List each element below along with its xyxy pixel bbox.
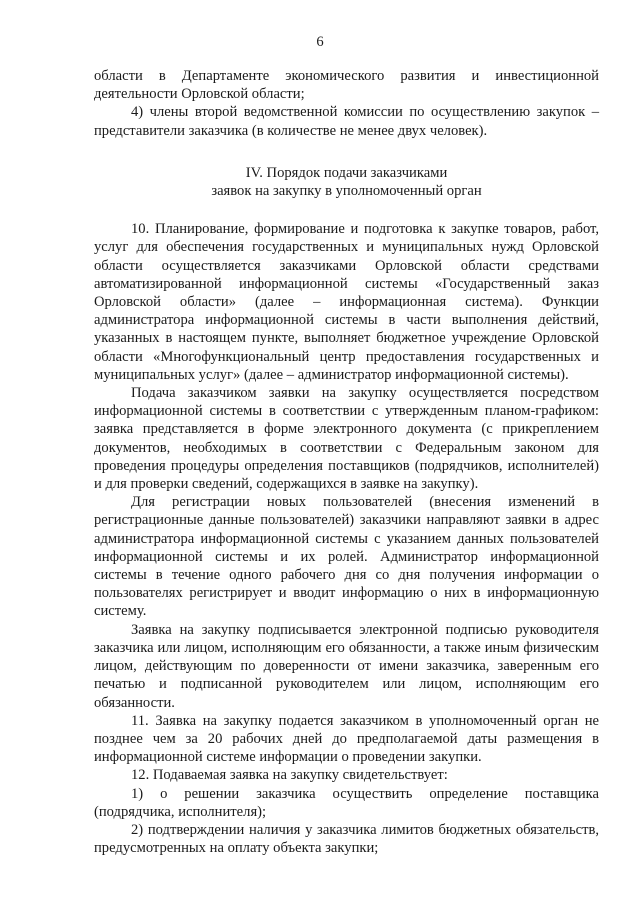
paragraph-clause-12: 12. Подаваемая заявка на закупку свидетельствует:	[131, 767, 448, 784]
paragraph-signature: Заявка на закупку подписывается электронной подписью руководителя заказчика или лицом, исполняющим его обязанности, а также иным физическим лицом, действующим по доверенности от имени заказчика, заверенным его печатью и подписанной руководителем или лицом, исполняющим его обязанности.	[94, 621, 599, 711]
paragraph-clause-11: 11. Заявка на закупку подается заказчиком в уполномоченный орган не позднее чем за 20 рабочих дней до предполагаемой даты размещения в информационной системе информации о проведении закупки.	[94, 712, 599, 766]
paragraph-submission: Подача заказчиком заявки на закупку осуществляется посредством информационной системы в соответствии с утвержденным планом-графиком: заявка представляется в форме электронного документа (с прикреплением документов, необходимых в соответствии с Федеральным законом для проведения процедуры определения поставщиков (подрядчиков, исполнителей) и для проверки сведений, содержащихся в заявке на закупку).	[94, 385, 599, 493]
section-heading	[94, 164, 599, 200]
paragraph-user-registration: Для регистрации новых пользователей (внесения изменений в регистрационные данные пользователей) заказчики направляют заявки в адрес администратора информационной системы с указанием данных пользователей информационной системы и их ролей. Администратор информационной системы в течение одного рабочего дня со дня получения информации о пользователях регистрирует и вводит информацию о них в информационную систему.	[94, 494, 599, 620]
paragraph-continuation: области в Департаменте экономического развития и инвестиционной деятельности Орловской области;	[94, 68, 599, 103]
page-number: 6	[316, 34, 324, 50]
section-heading-line-2: заявок на закупку в уполномоченный орган	[211, 183, 482, 200]
paragraph-clause-12-item-2: 2) подтверждении наличия у заказчика лимитов бюджетных обязательств, предусмотренных на оплату объекта закупки;	[94, 821, 599, 857]
paragraph-clause-10: 10. Планирование, формирование и подготовка к закупке товаров, работ, услуг для обеспечения государственных и муниципальных нужд Орловской области осуществляется заказчиками Орловской области средствами автоматизированной информационной системы «Государственный заказ Орловской области» (далее – информационная система). Функции администратора информационной системы в части выполнения действий, указанных в настоящем пункте, выполняет бюджетное учреждение Орловской области «Многофункциональный центр предоставления государственных и муниципальных услуг» (далее – администратор информационной системы).	[94, 221, 599, 383]
paragraph-item-4: 4) члены второй ведомственной комиссии по осуществлению закупок – представители заказчика (в количестве не менее двух человек).	[94, 104, 599, 139]
section-heading-line-1: IV. Порядок подачи заказчиками	[245, 164, 448, 181]
paragraph-clause-12-item-1: 1) о решении заказчика осуществить определение поставщика (подрядчика, исполнителя);	[94, 785, 599, 820]
document-body	[94, 67, 599, 857]
